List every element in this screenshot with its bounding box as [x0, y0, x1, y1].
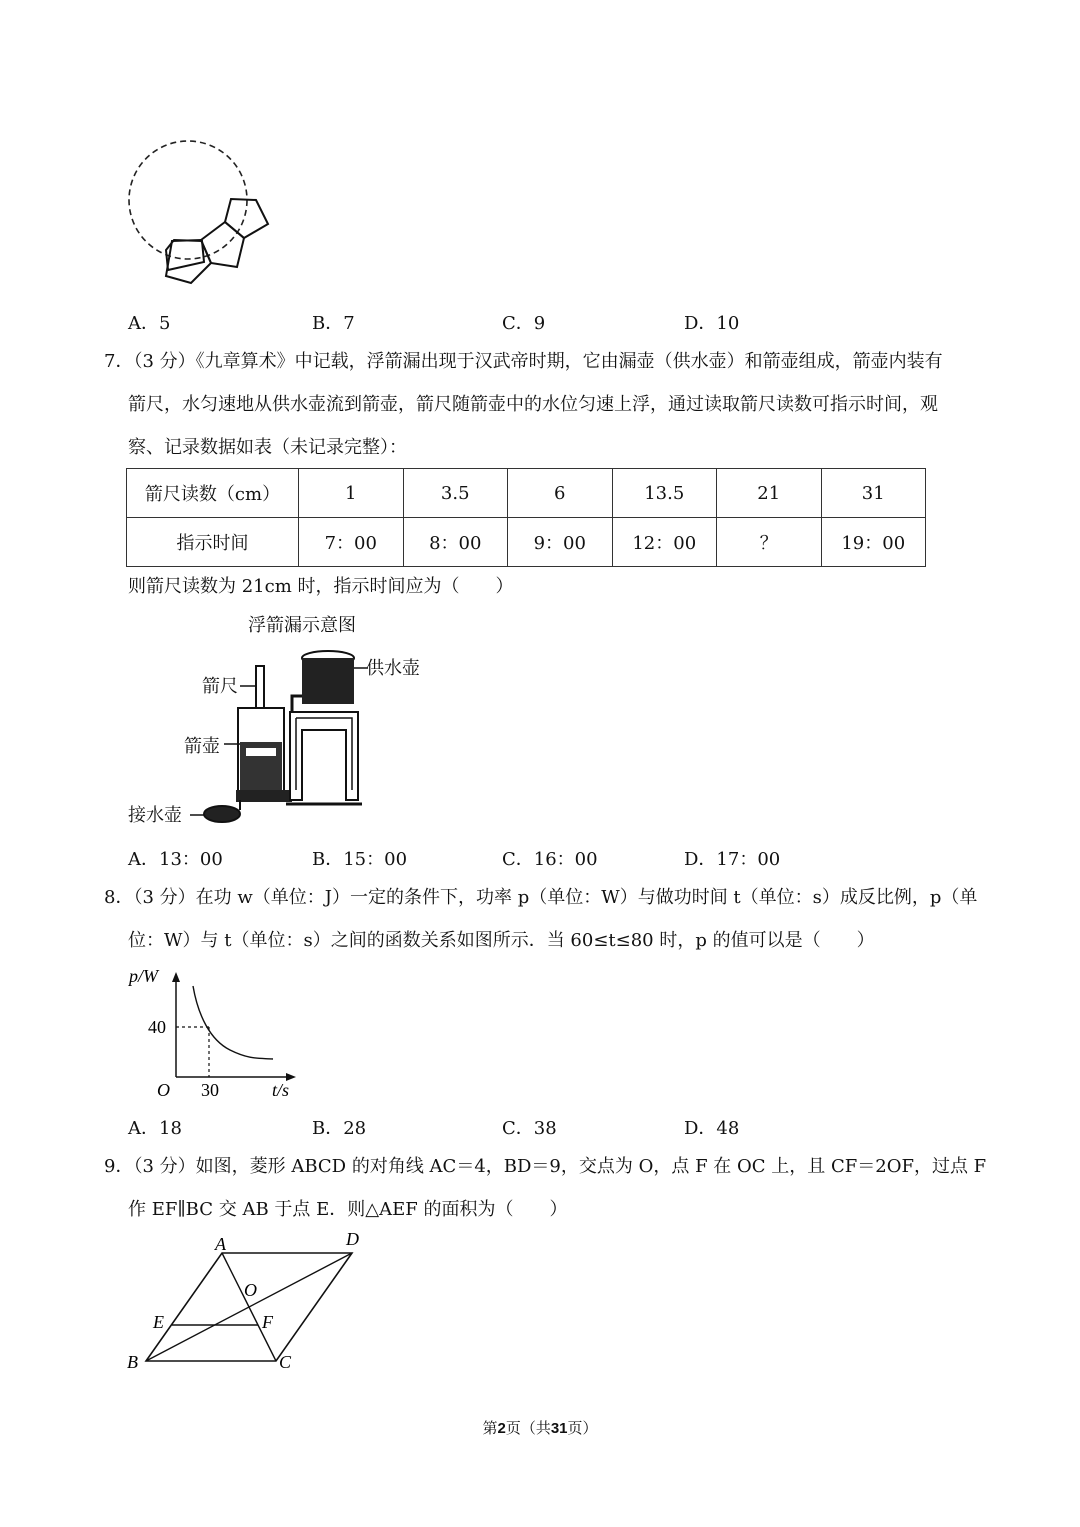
receiver-pot: [204, 806, 240, 822]
page-footer: [0, 1417, 1080, 1438]
q7-option-d[interactable]: D．17：00: [684, 849, 781, 870]
q7-label-receiver: 接水壶: [128, 805, 182, 826]
table-cell: 指示时间: [127, 518, 299, 567]
q8-option-a[interactable]: A．18: [128, 1118, 182, 1139]
y-axis-arrow: [172, 972, 180, 982]
x-tick-label: 30: [201, 1080, 219, 1100]
q7-option-b[interactable]: B．15：00: [312, 849, 408, 870]
label-d: D: [346, 1229, 359, 1249]
footer-total-pages: 31: [550, 1420, 568, 1437]
label-e: E: [153, 1312, 164, 1332]
supply-pipe: [292, 696, 302, 712]
table-cell: 箭尺读数（cm）: [127, 469, 299, 518]
label-o: O: [244, 1280, 257, 1300]
q6-option-b[interactable]: B．7: [312, 313, 355, 334]
supply-pot-body: [302, 658, 354, 704]
label-f: F: [262, 1312, 273, 1332]
table-cell: 21: [717, 469, 822, 518]
q7-figure-title: 浮箭漏示意图: [248, 615, 356, 636]
q8-option-d[interactable]: D．48: [684, 1118, 740, 1139]
q7-text-line2: 箭尺，水匀速地从供水壶流到箭壶，箭尺随箭壶中的水位匀速上浮，通过读取箭尺读数可指示时间，观: [128, 394, 938, 415]
q7-question: 则箭尺读数为 21cm 时，指示时间应为（ ）: [128, 576, 514, 597]
q6-pentagon-2: [201, 222, 244, 267]
table-cell: 13.5: [612, 469, 717, 518]
x-axis-label: t/s: [272, 1080, 290, 1100]
table-row: [127, 469, 926, 518]
origin-label: O: [157, 1080, 170, 1100]
q8-text-line1: 8．（3 分）在功 w（单位：J）一定的条件下，功率 p（单位：W）与做功时间 t（单位：s）成反比例，p（单: [104, 887, 978, 908]
q9-rhombus-figure: [120, 1225, 370, 1375]
footer-page-number: 2: [497, 1420, 506, 1437]
q8-option-c[interactable]: C．38: [502, 1118, 557, 1139]
label-c: C: [279, 1352, 292, 1372]
q6-option-a[interactable]: A．5: [128, 313, 171, 334]
q7-label-supply: 供水壶: [366, 658, 420, 679]
footer-prefix: 第: [482, 1419, 498, 1437]
diagonal-bd: [146, 1253, 352, 1361]
q7-text-line3: 察、记录数据如表（未记录完整）：: [128, 437, 407, 458]
table-cell: 6: [508, 469, 613, 518]
q8-text-line2: 位：W）与 t（单位：s）之间的函数关系如图所示．当 60≤t≤80 时，p 的值可以是（ ）: [128, 930, 875, 951]
q7-water-clock-figure: [200, 640, 420, 830]
q7-label-ruler: 箭尺: [202, 676, 238, 697]
y-axis-label: p/W: [129, 966, 158, 986]
table-cell: 1: [299, 469, 404, 518]
footer-suffix: 页）: [567, 1419, 598, 1437]
q9-text-line1: 9．（3 分）如图，菱形 ABCD 的对角线 AC＝4，BD＝9，交点为 O，点 F 在 OC 上，且 CF＝2OF，过点 F: [104, 1156, 987, 1177]
footer-mid: 页（共: [505, 1419, 551, 1437]
y-tick-label: 40: [148, 1017, 166, 1037]
table-cell: 7：00: [299, 518, 404, 567]
arrow-pot-float: [246, 748, 276, 756]
q6-pentagon-figure: [120, 135, 280, 295]
table-row: [127, 518, 926, 567]
table-cell: ？: [717, 518, 822, 567]
table-cell: 12：00: [612, 518, 717, 567]
table-cell: 8：00: [403, 518, 508, 567]
table-cell: 9：00: [508, 518, 613, 567]
supply-stand: [290, 712, 358, 800]
q7-option-a[interactable]: A．13：00: [128, 849, 223, 870]
table-cell: 19：00: [821, 518, 926, 567]
q9-text-line2: 作 EF∥BC 交 AB 于点 E．则△AEF 的面积为（ ）: [128, 1199, 568, 1220]
q8-option-b[interactable]: B．28: [312, 1118, 367, 1139]
arrow-pot-base: [236, 790, 292, 802]
inverse-curve: [193, 986, 273, 1059]
q8-inverse-graph: [125, 960, 325, 1100]
q7-option-c[interactable]: C．16：00: [502, 849, 598, 870]
label-a: A: [215, 1234, 226, 1254]
label-b: B: [127, 1352, 138, 1372]
table-cell: 3.5: [403, 469, 508, 518]
q6-option-d[interactable]: D．10: [684, 313, 740, 334]
q7-text-line1: 7．（3 分）《九章算术》中记载，浮箭漏出现于汉武帝时期，它由漏壶（供水壶）和箭壶组成，箭壶内装有: [104, 351, 943, 372]
table-cell: 31: [821, 469, 926, 518]
q6-option-c[interactable]: C．9: [502, 313, 546, 334]
q7-data-table: [126, 468, 926, 567]
q7-label-arrowpot: 箭壶: [184, 736, 220, 757]
